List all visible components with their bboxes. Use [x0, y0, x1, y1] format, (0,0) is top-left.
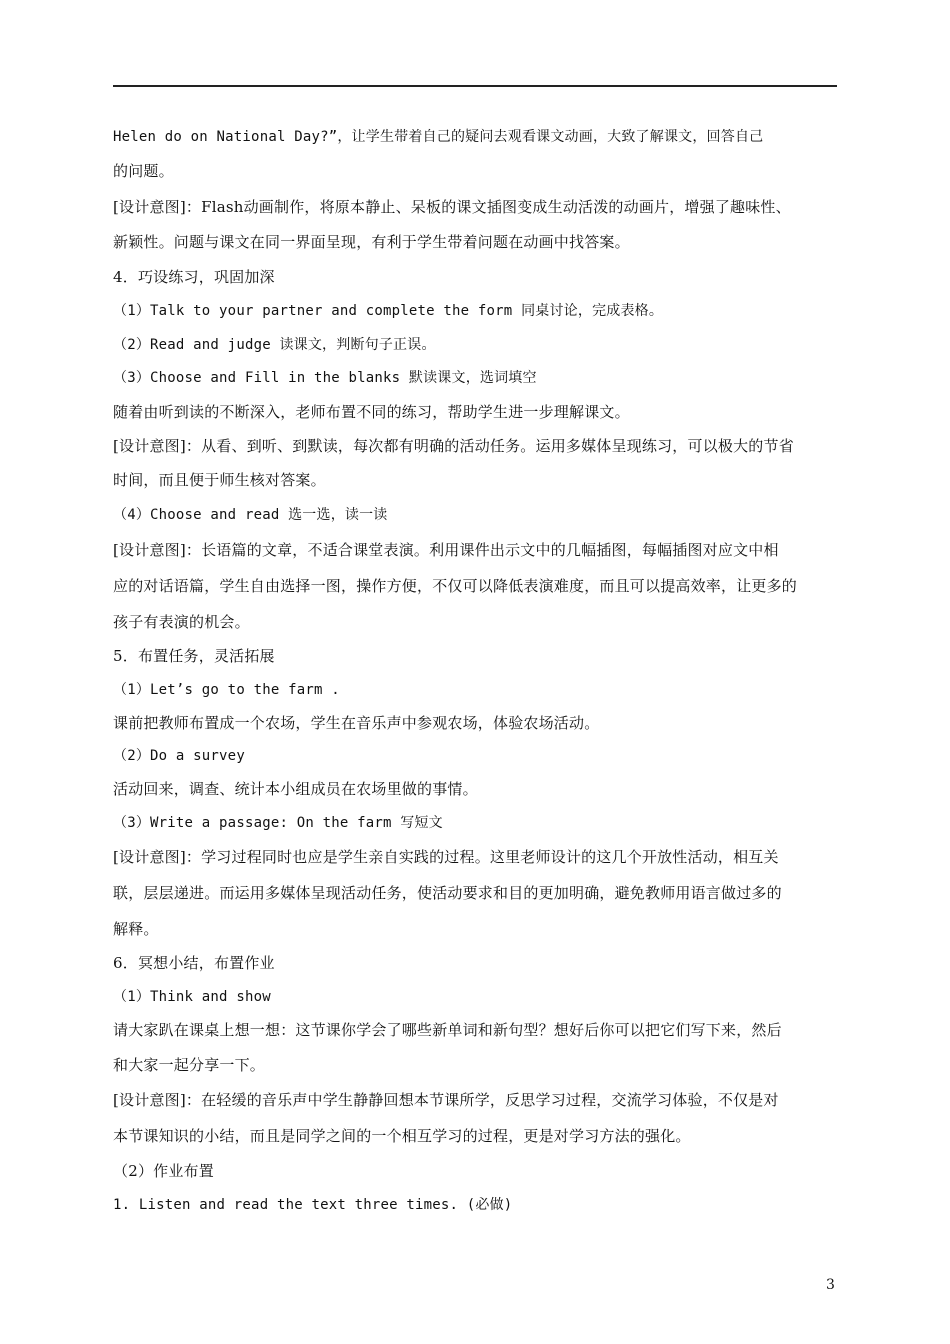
- text-line: [设计意图]：学习过程同时也应是学生亲自实践的过程。这里老师设计的这几个开放性活动，相互关: [113, 848, 779, 866]
- text-line: （3）Choose and Fill in the blanks 默读课文，选词填空: [113, 370, 537, 386]
- text-line: 请大家趴在课桌上想一想：这节课你学会了哪些新单词和新句型？想好后你可以把它们写下来，然后: [113, 1021, 782, 1039]
- text-line: 活动回来，调查、统计本小组成员在农场里做的事情。: [113, 780, 478, 798]
- text-line: （2）作业布置: [113, 1162, 214, 1180]
- text-line: [设计意图]：在轻缓的音乐声中学生静静回想本节课所学，反思学习过程，交流学习体验，不仅是对: [113, 1091, 779, 1109]
- text-line: 时间，而且便于师生核对答案。: [113, 471, 326, 489]
- text-line: 应的对话语篇，学生自由选择一图，操作方便，不仅可以降低表演难度，而且可以提高效率，让更多的: [113, 577, 798, 595]
- text-line: 本节课知识的小结，而且是同学之间的一个相互学习的过程，更是对学习方法的强化。: [113, 1127, 691, 1145]
- text-line: [设计意图]：从看、到听、到默读，每次都有明确的活动任务。运用多媒体呈现练习，可以极大的节省: [113, 437, 794, 455]
- text-line: （1）Talk to your partner and complete the form 同桌讨论，完成表格。: [113, 303, 664, 319]
- text-line: 和大家一起分享一下。: [113, 1056, 266, 1074]
- text-line: 的问题。: [113, 162, 174, 180]
- text-line: （2）Do a survey: [113, 748, 245, 764]
- section-heading: 6．冥想小结，布置作业: [113, 954, 275, 972]
- text-line: 联，层层递进。而运用多媒体呈现活动任务，使活动要求和目的更加明确，避免教师用语言做过多的: [113, 884, 782, 902]
- section-heading: 4．巧设练习，巩固加深: [113, 268, 275, 286]
- text-line: 新颖性。问题与课文在同一界面呈现，有利于学生带着问题在动画中找答案。: [113, 233, 630, 251]
- text-line: [设计意图]：Flash动画制作，将原本静止、呆板的课文插图变成生动活泼的动画片，增强了趣味性、: [113, 198, 791, 216]
- text-line: 1. Listen and read the text three times. (必做): [113, 1197, 513, 1213]
- text-line: 孩子有表演的机会。: [113, 613, 250, 631]
- text-line: 随着由听到读的不断深入，老师布置不同的练习，帮助学生进一步理解课文。: [113, 403, 630, 421]
- text-line: [设计意图]：长语篇的文章，不适合课堂表演。利用课件出示文中的几幅插图，每幅插图对应文中相: [113, 541, 779, 559]
- section-heading: 5．布置任务，灵活拓展: [113, 647, 275, 665]
- text-line: （1）Think and show: [113, 989, 271, 1005]
- text-line: Helen do on National Day?”，让学生带着自己的疑问去观看课文动画，大致了解课文，回答自己: [113, 129, 764, 145]
- text-line: （2）Read and judge 读课文，判断句子正误。: [113, 337, 436, 353]
- text-line: 课前把教师布置成一个农场，学生在音乐声中参观农场，体验农场活动。: [113, 714, 600, 732]
- header-rule: [113, 85, 837, 87]
- text-line: （1）Let’s go to the farm .: [113, 682, 340, 698]
- page-number: 3: [826, 1277, 835, 1293]
- text-line: 解释。: [113, 920, 159, 938]
- text-line: （3）Write a passage: On the farm 写短文: [113, 815, 443, 831]
- text-line: （4）Choose and read 选一选，读一读: [113, 507, 388, 523]
